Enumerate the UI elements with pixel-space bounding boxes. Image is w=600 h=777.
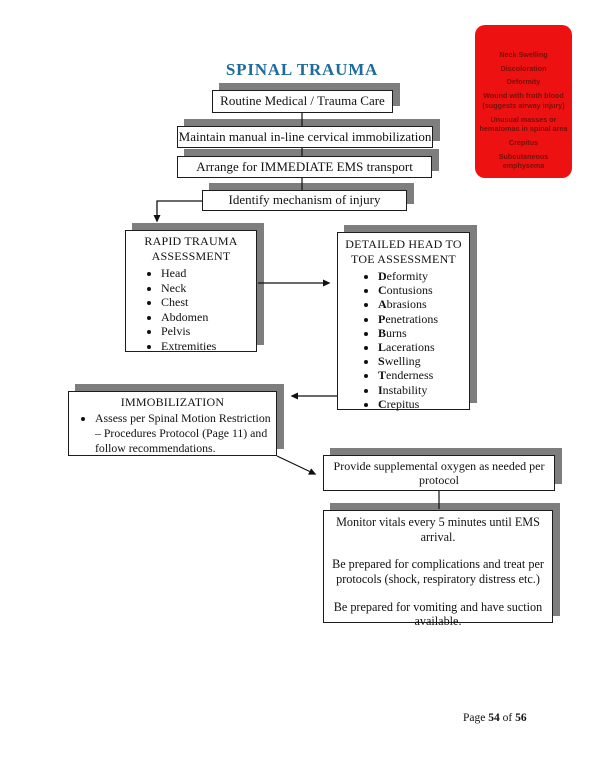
immobilization-item: • Assess per Spinal Motion Restriction – Procedures Protocol (Page 11) and follow recommendations. xyxy=(95,411,273,456)
monitor-vomiting-text: Be prepared for vomiting and have suction available. xyxy=(333,599,543,629)
detailed-assessment-item: • Swelling xyxy=(378,354,469,368)
page-number-prefix: Page xyxy=(463,712,489,724)
oxygen-box: Provide supplemental oxygen as needed per protocol xyxy=(323,455,555,491)
monitor-vitals-text: Monitor vitals every 5 minutes until EMS arrival. xyxy=(336,515,540,544)
immobilization-title: IMMOBILIZATION xyxy=(120,395,225,409)
warning-line: Discoloration xyxy=(500,63,547,73)
detailed-assessment-item: • Instability xyxy=(378,383,469,397)
page-title: SPINAL TRAUMA xyxy=(225,60,379,79)
page-number-current: 54 xyxy=(488,712,500,724)
rapid-assessment-item: • Neck xyxy=(161,281,256,296)
rapid-title-line1: RAPID TRAUMA xyxy=(144,234,238,248)
detailed-assessment-item: • Penetrations xyxy=(378,312,469,326)
detailed-title-line2: TOE ASSESSMENT xyxy=(351,252,456,266)
monitor-complications-text: Be prepared for complications and treat per protocols (shock, respiratory distress etc.) xyxy=(332,557,544,586)
rapid-assessment-item: • Abdomen xyxy=(161,310,256,325)
rapid-assessment-item: • Extremities xyxy=(161,339,256,354)
immobilization-box xyxy=(68,391,277,456)
rapid-trauma-assessment-box xyxy=(125,230,257,352)
rapid-assessment-item: • Chest xyxy=(161,295,256,310)
connector-step4-rapid xyxy=(157,201,202,221)
warning-line: Crepitus xyxy=(508,138,539,148)
detailed-assessment-item: • Deformity xyxy=(378,269,469,283)
page-number xyxy=(463,712,527,724)
rapid-title-line2: ASSESSMENT xyxy=(151,249,231,263)
immobilization-list xyxy=(69,411,276,456)
warning-line: Deformity xyxy=(506,77,541,87)
rapid-assessment-item: • Head xyxy=(161,266,256,281)
step-mechanism-of-injury: Identify mechanism of injury xyxy=(202,190,407,211)
detailed-assessment-item: • Tenderness xyxy=(378,368,469,382)
warning-signs-box xyxy=(475,25,572,178)
step-ems-transport: Arrange for IMMEDIATE EMS transport xyxy=(177,156,432,178)
step-cervical-immobilization: Maintain manual in-line cervical immobilization xyxy=(177,126,433,148)
page-number-total: 56 xyxy=(515,712,527,724)
detailed-assessment-box xyxy=(337,232,470,410)
page-number-of: of xyxy=(499,712,516,724)
detailed-assessment-title xyxy=(338,237,469,267)
monitor-box xyxy=(323,510,553,629)
warning-line: Wound with froth blood (suggests airway injury) xyxy=(482,91,565,110)
detailed-assessment-list xyxy=(338,269,469,411)
warning-line: Neck Swelling xyxy=(499,50,548,59)
rapid-assessment-item: • Pelvis xyxy=(161,324,256,339)
warning-line: Subcutaneous emphysema xyxy=(498,151,549,171)
connector-immobilization-oxygen xyxy=(277,456,315,474)
step-routine-care: Routine Medical / Trauma Care xyxy=(212,90,393,113)
detailed-assessment-item: • Crepitus xyxy=(378,397,469,411)
rapid-assessment-title xyxy=(126,234,256,264)
detailed-title-line1: DETAILED HEAD TO xyxy=(345,237,462,251)
detailed-assessment-item: • Lacerations xyxy=(378,340,469,354)
detailed-assessment-item: • Abrasions xyxy=(378,297,469,311)
rapid-assessment-list xyxy=(126,266,256,353)
warning-line: Unusual masses or hematomas in spinal area xyxy=(479,114,568,134)
detailed-assessment-item: • Contusions xyxy=(378,283,469,297)
detailed-assessment-item: • Burns xyxy=(378,326,469,340)
